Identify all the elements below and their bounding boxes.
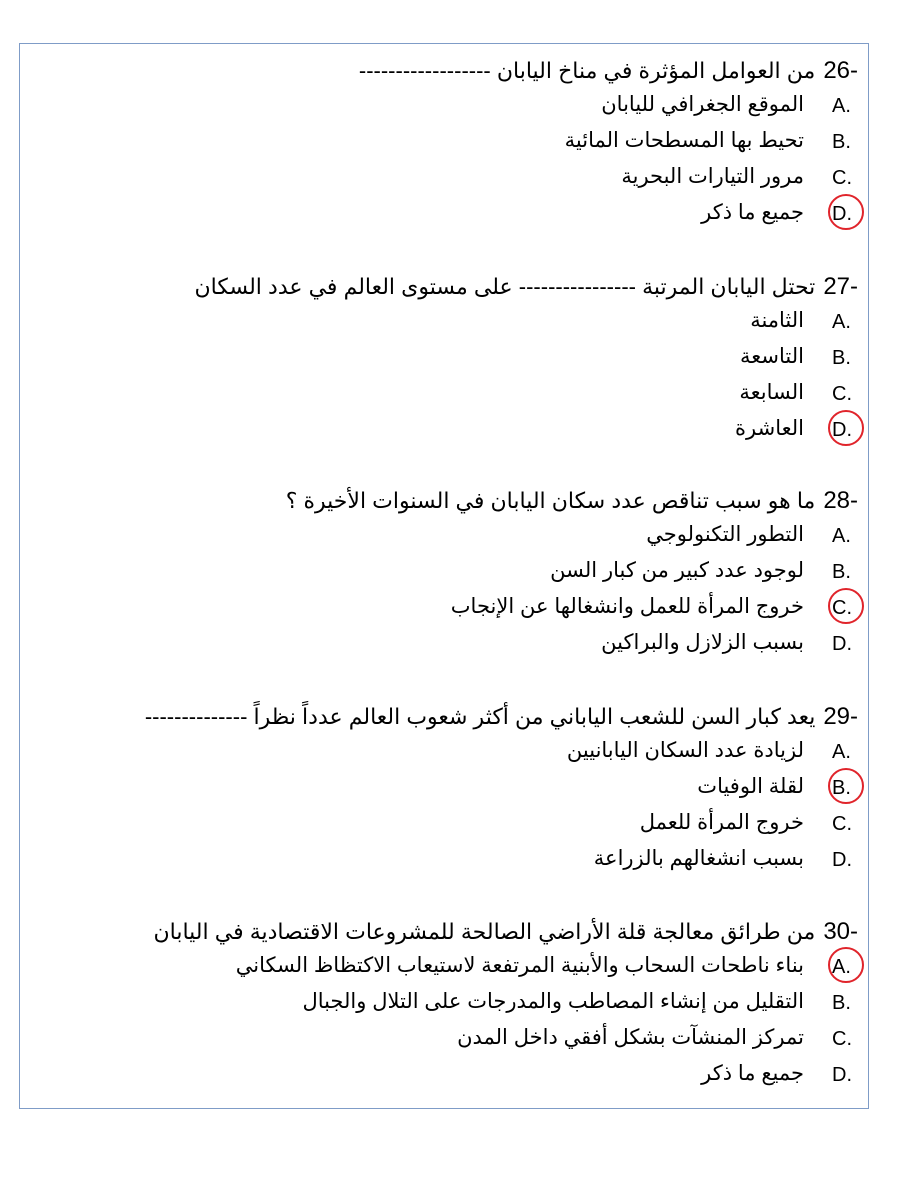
answer-option[interactable] [100,985,860,1021]
option-letter: D. [832,633,852,655]
option-text: بسبب الزلازل والبراكين [601,631,804,654]
question-number: 27- [823,273,858,300]
question-text: من طرائق معالجة قلة الأراضي الصالحة للمشروعات الاقتصادية في اليابان [153,919,816,944]
option-letter: A. [832,311,851,333]
option-letter: D. [832,849,852,871]
option-letter: A. [832,956,851,978]
question-text: تحتل اليابان المرتبة ---------------- على مستوى العالم في عدد السكان [194,274,816,299]
option-text: التاسعة [740,345,804,368]
question-line [153,917,858,947]
answer-circle-mark [828,768,864,804]
option-letter: C. [832,1028,852,1050]
answer-option[interactable] [100,554,860,590]
option-letter: D. [832,419,852,441]
option-letter: C. [832,167,852,189]
option-letter: D. [832,1064,852,1086]
option-text: الثامنة [750,309,804,332]
question-line [194,272,858,302]
answer-circle-mark [828,588,864,624]
answer-option[interactable] [100,412,860,448]
option-letter: B. [832,347,851,369]
option-text: العاشرة [735,417,804,440]
question-text: ما هو سبب تناقص عدد سكان اليابان في السنوات الأخيرة ؟ [285,488,816,513]
question-text: يعد كبار السن للشعب الياباني من أكثر شعوب العالم عدداً نظراً -------------- [144,704,816,729]
option-letter: B. [832,992,851,1014]
option-letter: D. [832,203,852,225]
option-text: خروج المرأة للعمل [639,811,804,834]
answer-option[interactable] [100,124,860,160]
answer-option[interactable] [100,734,860,770]
worksheet-frame [19,43,869,1109]
option-letter: B. [832,777,851,799]
question-text: من العوامل المؤثرة في مناخ اليابان ------------------ [358,58,816,83]
question-line [145,702,858,732]
answer-circle-mark [828,947,864,983]
option-text: التقليل من إنشاء المصاطب والمدرجات على التلال والجبال [302,990,804,1013]
option-text: الموقع الجغرافي لليابان [601,93,804,116]
question-line [286,486,858,516]
option-text: جميع ما ذكر [701,1062,804,1085]
answer-option[interactable] [100,626,860,662]
question-line [359,56,858,86]
question-number: 28- [823,487,858,514]
answer-option[interactable] [100,842,860,878]
option-text: لزيادة عدد السكان اليابانيين [566,739,804,762]
answer-option[interactable] [100,590,860,626]
answer-option[interactable] [100,304,860,340]
option-letter: A. [832,95,851,117]
option-text: خروج المرأة للعمل وانشغالها عن الإنجاب [450,595,804,618]
option-letter: B. [832,561,851,583]
answer-option[interactable] [100,518,860,554]
option-letter: C. [832,383,852,405]
answer-option[interactable] [100,196,860,232]
option-letter: A. [832,741,851,763]
answer-circle-mark [828,410,864,446]
option-text: التطور التكنولوجي [646,523,804,546]
answer-option[interactable] [100,1021,860,1057]
answer-option[interactable] [100,1057,860,1093]
question-number: 29- [823,703,858,730]
question-number: 26- [823,57,858,84]
option-letter: C. [832,813,852,835]
answer-option[interactable] [100,770,860,806]
option-letter: C. [832,597,852,619]
option-text: السابعة [739,381,804,404]
option-text: بناء ناطحات السحاب والأبنية المرتفعة لاستيعاب الاكتظاظ السكاني [235,954,804,977]
option-letter: B. [832,131,851,153]
option-text: لقلة الوفيات [697,775,804,798]
answer-option[interactable] [100,376,860,412]
option-text: مرور التيارات البحرية [621,165,804,188]
answer-option[interactable] [100,340,860,376]
option-letter: A. [832,525,851,547]
question-number: 30- [823,918,858,945]
option-text: بسبب انشغالهم بالزراعة [593,847,804,870]
answer-option[interactable] [100,806,860,842]
option-text: تحيط بها المسطحات المائية [564,129,804,152]
option-text: جميع ما ذكر [701,201,804,224]
answer-circle-mark [828,194,864,230]
option-text: تمركز المنشآت بشكل أفقي داخل المدن [457,1026,804,1049]
option-text: لوجود عدد كبير من كبار السن [550,559,804,582]
answer-option[interactable] [100,160,860,196]
answer-option[interactable] [100,949,860,985]
answer-option[interactable] [100,88,860,124]
